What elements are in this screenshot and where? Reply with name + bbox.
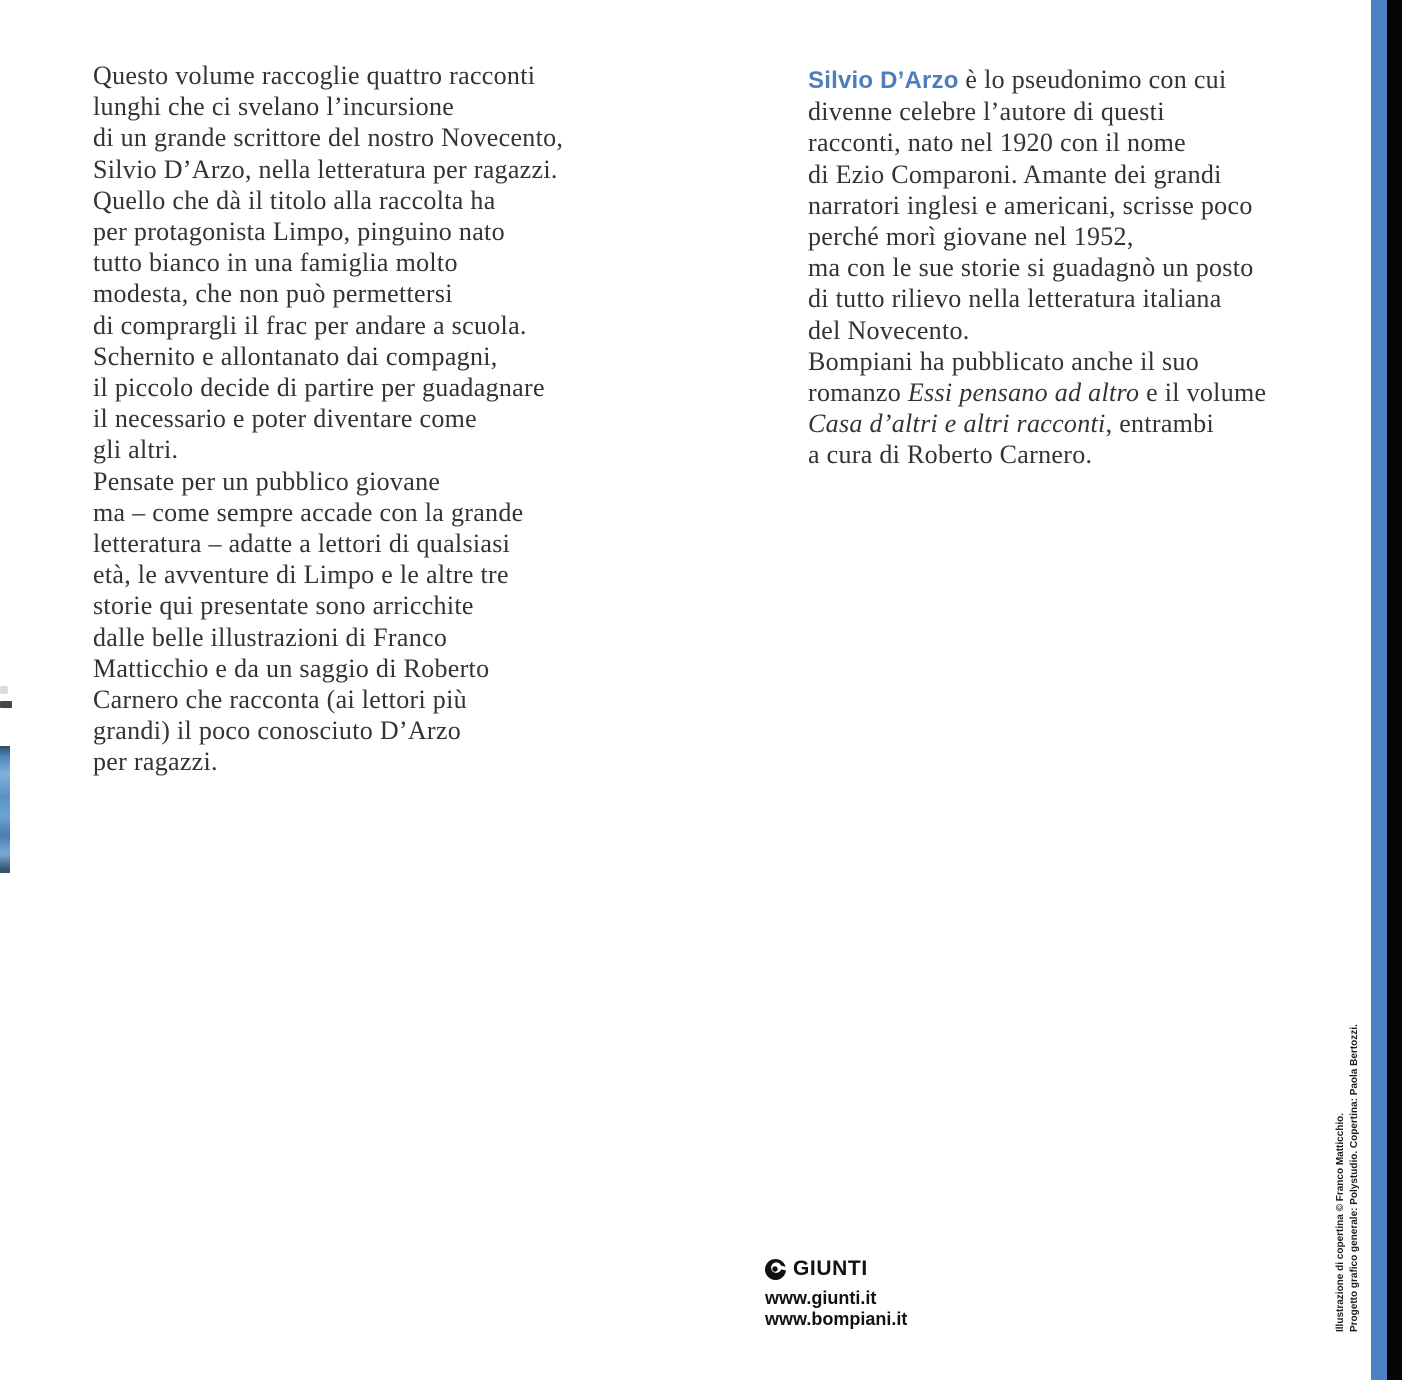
bio-line [808, 283, 1328, 314]
credit-illustration: Illustrazione di copertina © Franco Matticchio. [1335, 1112, 1346, 1332]
bio-text: perché morì giovane nel 1952, [808, 222, 1134, 252]
credits-vertical [1334, 1024, 1362, 1332]
blurb-line: Pensate per un pubblico giovane [93, 466, 441, 496]
blurb-line: Quello che dà il titolo alla raccolta ha [93, 185, 496, 215]
blurb-line: letteratura – adatte a lettori di qualsiasi [93, 529, 511, 559]
cover-edge-smudge [0, 686, 8, 694]
publisher-logo [765, 1257, 868, 1281]
blurb-line: per protagonista Limpo, pinguino nato [93, 217, 505, 247]
bio-text: romanzo [808, 378, 908, 408]
website-bompiani: www.bompiani.it [765, 1309, 908, 1329]
website-giunti: www.giunti.it [765, 1288, 877, 1308]
bio-text: , entrambi [1105, 409, 1215, 439]
bio-text: di tutto rilievo nella letteratura italiana [808, 284, 1222, 314]
cover-edge-mark [0, 701, 12, 708]
blurb-line: Questo volume raccoglie quattro racconti [93, 61, 536, 90]
blurb-line: storie qui presentate sono arricchite [93, 591, 474, 621]
bio-line [808, 346, 1328, 377]
blurb-line: Silvio D’Arzo, nella letteratura per ragazzi. [93, 154, 558, 184]
flap-blurb [93, 60, 633, 778]
blurb-line: il necessario e poter diventare come [93, 404, 478, 434]
bio-text: narratori inglesi e americani, scrisse poco [808, 190, 1253, 220]
bio-line [808, 64, 1328, 96]
bio-text: Bompiani ha pubblicato anche il suo [808, 346, 1200, 376]
book-title-italic: Casa d’altri e altri racconti [808, 409, 1106, 439]
bio-line [808, 439, 1328, 470]
bio-line [808, 252, 1328, 283]
bio-line [808, 377, 1328, 408]
bio-line [808, 159, 1328, 190]
blurb-line: tutto bianco in una famiglia molto [93, 248, 458, 278]
blurb-line: Carnero che racconta (ai lettori più [93, 685, 467, 715]
blurb-line: età, le avventure di Limpo e le altre tre [93, 560, 509, 590]
blurb-line: il piccolo decide di partire per guadagnare [93, 373, 545, 403]
bio-line [808, 190, 1328, 221]
bio-text: del Novecento. [808, 315, 970, 345]
book-title-italic: Essi pensano ad altro [907, 378, 1140, 408]
bio-text: di Ezio Comparoni. Amante dei grandi [808, 159, 1222, 189]
blurb-line: Matticchio e da un saggio di Roberto [93, 653, 490, 683]
website-list [765, 1288, 907, 1330]
blurb-line: modesta, che non può permettersi [93, 279, 453, 309]
bio-text: è lo pseudonimo con cui [958, 65, 1227, 94]
blurb-line: di comprargli il frac per andare a scuola. [93, 310, 527, 340]
author-name-highlight: Silvio D’Arzo [808, 67, 959, 94]
blurb-line: Schernito e allontanato dai compagni, [93, 341, 498, 371]
bio-text: divenne celebre l’autore di questi [808, 97, 1165, 127]
bio-text: e il volume [1139, 378, 1267, 408]
blurb-line: lunghi che ci svelano l’incursione [93, 92, 455, 122]
credit-design: Progetto grafico generale: Polystudio. Copertina: Paola Bertozzi. [1349, 1024, 1360, 1332]
page-edge-black [1387, 0, 1402, 1380]
blurb-line: ma – come sempre accade con la grande [93, 497, 524, 527]
bio-line [808, 408, 1328, 439]
spine-stripe-blue [1371, 0, 1387, 1380]
giunti-g-icon [765, 1259, 786, 1280]
publisher-wordmark: GIUNTI [793, 1257, 868, 1280]
bio-text: racconti, nato nel 1920 con il nome [808, 128, 1187, 158]
bio-line [808, 315, 1328, 346]
blurb-line: per ragazzi. [93, 747, 218, 777]
bio-line [808, 221, 1328, 252]
blurb-line: dalle belle illustrazioni di Franco [93, 622, 448, 652]
blurb-line: gli altri. [93, 435, 179, 465]
blurb-line: di un grande scrittore del nostro Novecento, [93, 123, 564, 153]
cover-photo-sliver [0, 746, 10, 873]
bio-line [808, 96, 1328, 127]
bio-line [808, 127, 1328, 158]
blurb-line: grandi) il poco conosciuto D’Arzo [93, 716, 462, 746]
bio-text: a cura di Roberto Carnero. [808, 440, 1093, 470]
bio-text: ma con le sue storie si guadagnò un posto [808, 253, 1254, 283]
author-bio [808, 64, 1328, 471]
